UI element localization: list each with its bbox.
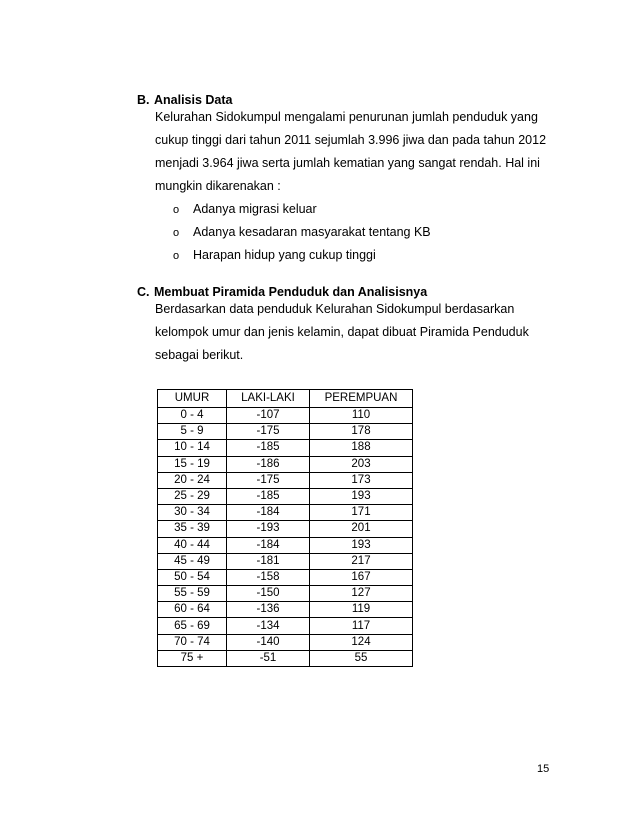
female-cell: 124 (310, 634, 413, 650)
page-number: 15 (537, 763, 550, 775)
section-b-heading (137, 93, 233, 107)
list-item-text: Adanya kesadaran masyarakat tentang KB (193, 225, 431, 239)
population-table (157, 389, 413, 667)
section-b-paragraph (155, 106, 546, 198)
female-cell: 178 (310, 424, 413, 440)
female-cell: 193 (310, 537, 413, 553)
table-row (158, 634, 413, 650)
list-item-text: Harapan hidup yang cukup tinggi (193, 248, 376, 262)
male-cell: -181 (227, 553, 310, 569)
column-header-perempuan: PEREMPUAN (310, 390, 413, 408)
paragraph-line: Kelurahan Sidokumpul mengalami penurunan jumlah penduduk yang (155, 110, 538, 124)
female-cell: 193 (310, 488, 413, 504)
female-cell: 217 (310, 553, 413, 569)
age-cell: 10 - 14 (158, 440, 227, 456)
age-cell: 5 - 9 (158, 424, 227, 440)
male-cell: -175 (227, 424, 310, 440)
male-cell: -185 (227, 488, 310, 504)
column-header-laki-laki: LAKI-LAKI (227, 390, 310, 408)
section-b-bullet-list (173, 198, 431, 267)
list-item (173, 198, 431, 221)
male-cell: -193 (227, 521, 310, 537)
age-cell: 50 - 54 (158, 569, 227, 585)
column-header-umur: UMUR (158, 390, 227, 408)
female-cell: 55 (310, 650, 413, 666)
section-c-letter: C. (137, 285, 150, 299)
table-row (158, 569, 413, 585)
table-row (158, 488, 413, 504)
male-cell: -186 (227, 456, 310, 472)
male-cell: -184 (227, 505, 310, 521)
female-cell: 167 (310, 569, 413, 585)
table-row (158, 440, 413, 456)
list-item (173, 244, 431, 267)
age-cell: 15 - 19 (158, 456, 227, 472)
section-c-heading (137, 285, 427, 299)
female-cell: 171 (310, 505, 413, 521)
male-cell: -185 (227, 440, 310, 456)
male-cell: -175 (227, 472, 310, 488)
male-cell: -107 (227, 408, 310, 424)
table-row (158, 521, 413, 537)
section-b-title: Analisis Data (154, 93, 233, 107)
age-cell: 65 - 69 (158, 618, 227, 634)
female-cell: 173 (310, 472, 413, 488)
table-row (158, 650, 413, 666)
age-cell: 35 - 39 (158, 521, 227, 537)
section-c-paragraph (155, 298, 529, 367)
table-row (158, 472, 413, 488)
table-row (158, 553, 413, 569)
table-row (158, 408, 413, 424)
table-header-row (158, 390, 413, 408)
paragraph-line: cukup tinggi dari tahun 2011 sejumlah 3.996 jiwa dan pada tahun 2012 (155, 133, 547, 147)
male-cell: -134 (227, 618, 310, 634)
male-cell: -136 (227, 602, 310, 618)
bullet-circle-icon: o (173, 204, 180, 216)
section-c-title: Membuat Piramida Penduduk dan Analisisnya (154, 285, 428, 299)
female-cell: 110 (310, 408, 413, 424)
table-row (158, 424, 413, 440)
paragraph-line: Berdasarkan data penduduk Kelurahan Sidokumpul berdasarkan (155, 302, 515, 316)
paragraph-line: kelompok umur dan jenis kelamin, dapat dibuat Piramida Penduduk (155, 325, 529, 339)
age-cell: 30 - 34 (158, 505, 227, 521)
male-cell: -140 (227, 634, 310, 650)
table-row (158, 618, 413, 634)
male-cell: -150 (227, 586, 310, 602)
paragraph-line: sebagai berikut. (155, 348, 244, 362)
female-cell: 203 (310, 456, 413, 472)
list-item (173, 221, 431, 244)
female-cell: 201 (310, 521, 413, 537)
paragraph-line: menjadi 3.964 jiwa serta jumlah kematian yang sangat rendah. Hal ini (155, 156, 540, 170)
age-cell: 25 - 29 (158, 488, 227, 504)
male-cell: -158 (227, 569, 310, 585)
age-cell: 45 - 49 (158, 553, 227, 569)
table-row (158, 537, 413, 553)
bullet-circle-icon: o (173, 250, 180, 262)
table-body (158, 408, 413, 667)
female-cell: 117 (310, 618, 413, 634)
table-row (158, 456, 413, 472)
female-cell: 119 (310, 602, 413, 618)
table-row (158, 586, 413, 602)
table-row (158, 505, 413, 521)
age-cell: 55 - 59 (158, 586, 227, 602)
paragraph-line: mungkin dikarenakan : (155, 179, 281, 193)
age-cell: 40 - 44 (158, 537, 227, 553)
female-cell: 188 (310, 440, 413, 456)
male-cell: -51 (227, 650, 310, 666)
age-cell: 60 - 64 (158, 602, 227, 618)
age-cell: 20 - 24 (158, 472, 227, 488)
table-row (158, 602, 413, 618)
list-item-text: Adanya migrasi keluar (193, 202, 317, 216)
bullet-circle-icon: o (173, 227, 180, 239)
female-cell: 127 (310, 586, 413, 602)
section-b-letter: B. (137, 93, 150, 107)
age-cell: 75 + (158, 650, 227, 666)
male-cell: -184 (227, 537, 310, 553)
age-cell: 0 - 4 (158, 408, 227, 424)
age-cell: 70 - 74 (158, 634, 227, 650)
